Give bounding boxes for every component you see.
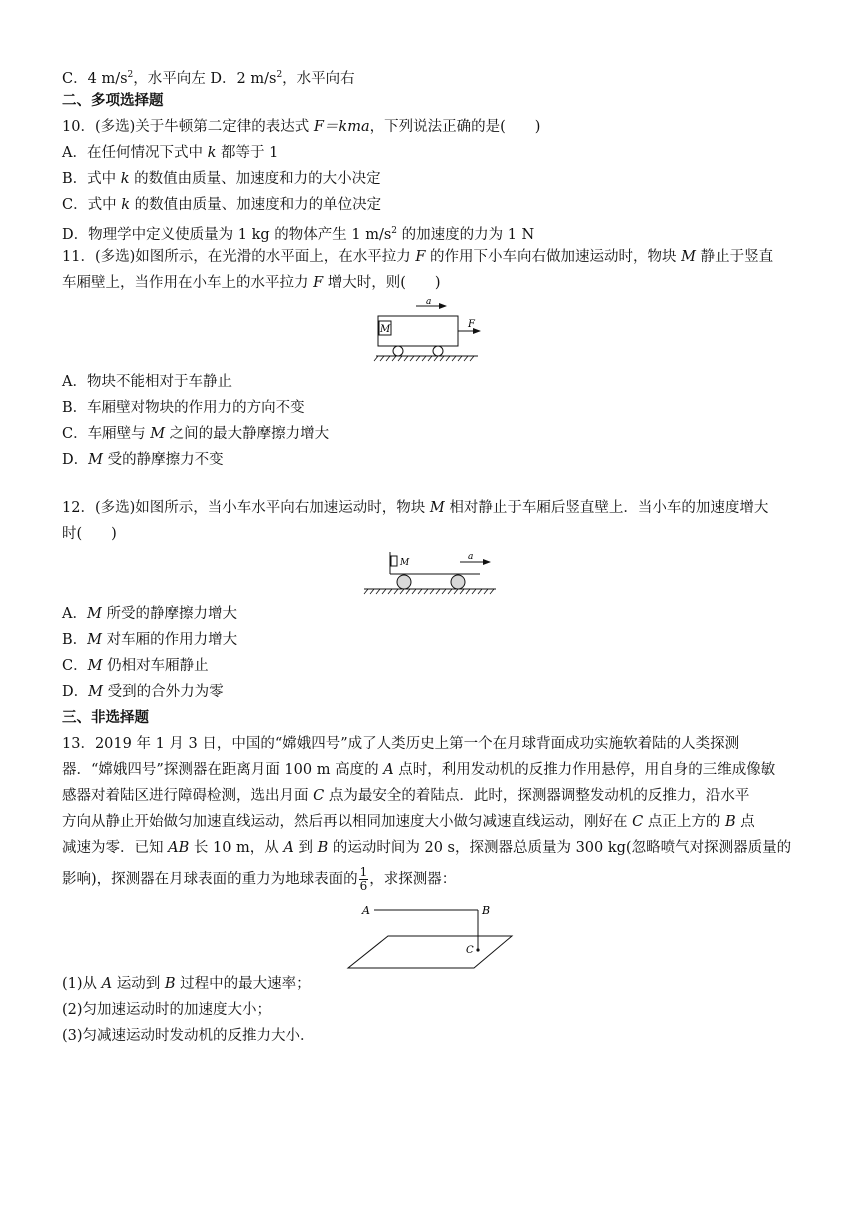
- stem-text: 相对静止于车厢后竖直壁上．当小车的加速度增大: [444, 500, 769, 516]
- q12-option-a: [62, 604, 802, 624]
- stem-text: 10．(多选)关于牛顿第二定律的表达式: [62, 119, 314, 135]
- option-text: B．: [62, 632, 88, 648]
- variable: A: [283, 840, 294, 856]
- q12-option-b: [62, 630, 802, 650]
- q10-option-c: [62, 195, 802, 215]
- fraction-numerator: 1: [359, 865, 368, 879]
- wheel: [393, 346, 403, 356]
- q13-part-2: [62, 1000, 802, 1020]
- label-c: C: [466, 945, 474, 956]
- variable: AB: [168, 840, 190, 856]
- fraction-denominator: 6: [359, 879, 368, 893]
- label-m: M: [400, 558, 410, 568]
- q12-option-c: [62, 656, 802, 676]
- option-text: B．车厢壁对物块的作用力的方向不变: [62, 400, 305, 416]
- part-text: (2)匀加速运动时的加速度大小；: [62, 1002, 272, 1018]
- variable: A: [101, 976, 113, 992]
- option-text: A．在任何情况下式中: [62, 145, 208, 161]
- superscript: 2: [276, 70, 283, 80]
- stem-text: ，求探测器：: [369, 871, 457, 888]
- q11-option-b: [62, 398, 802, 418]
- label-a: a: [426, 297, 432, 307]
- stem-text: 时( ): [62, 526, 117, 542]
- stem-text: 12．(多选)如图所示，当小车水平向右加速运动时，物块: [62, 500, 430, 516]
- option-text: 之间的最大静摩擦力增大: [165, 426, 330, 442]
- option-text: 受到的合外力为零: [103, 684, 224, 700]
- option-text: A．: [62, 606, 87, 622]
- superscript: 2: [391, 226, 397, 236]
- part-text: 运动到: [112, 976, 165, 992]
- option-text: ，水平向左: [133, 70, 206, 87]
- option-text: C．: [62, 658, 88, 674]
- q13-stem-line1: [62, 734, 802, 754]
- variable: C: [632, 814, 644, 830]
- label-m: M: [380, 324, 391, 335]
- label-a: A: [362, 904, 370, 917]
- variable: k: [120, 171, 130, 187]
- moon-surface-plane: [348, 936, 512, 968]
- q13-stem-line4: [62, 812, 802, 832]
- option-value: 4 m/s: [87, 70, 128, 87]
- q13-part-1: [62, 974, 802, 994]
- variable: B: [724, 814, 736, 830]
- q11-cart-figure: [370, 296, 500, 368]
- option-text: 的数值由质量、加速度和力的大小决定: [129, 171, 381, 187]
- variable: B: [164, 976, 176, 992]
- stem-text: 影响)，探测器在月球表面的重力为地球表面的: [62, 871, 358, 888]
- stem-text: ，下列说法正确的是( ): [369, 119, 541, 135]
- q13-stem-line2: [62, 760, 802, 780]
- q13-stem-line5: [62, 838, 802, 858]
- option-value: 2 m/s: [236, 70, 277, 87]
- option-text: C．式中: [62, 197, 122, 213]
- stem-text: 增大时，则( ): [323, 275, 441, 291]
- stem-text: 的作用下小车向右做加速运动时，物块: [425, 249, 682, 265]
- q11-option-c: [62, 424, 802, 444]
- superscript: 2: [127, 70, 134, 80]
- stem-text: 到: [293, 840, 318, 856]
- q10-option-d: [62, 221, 802, 245]
- variable: F: [313, 275, 324, 291]
- q13-stem-line6: [62, 866, 802, 893]
- q10-option-b: [62, 169, 802, 189]
- point-c: [476, 948, 479, 951]
- option-text: 的数值由质量、加速度和力的单位决定: [130, 197, 382, 213]
- stem-text: 器．“嫦娥四号”探测器在距离月面 100 m 高度的: [62, 762, 384, 778]
- stem-text: 长 10 m，从: [189, 840, 284, 856]
- wheel: [397, 575, 411, 589]
- option-text: 对车厢的作用力增大: [102, 632, 238, 648]
- ground-hatch: [374, 356, 474, 361]
- stem-text: 点时，利用发动机的反推力作用悬停，用自身的三维成像敏: [393, 762, 776, 778]
- variable: M: [87, 658, 103, 674]
- option-text: B．式中: [62, 171, 121, 187]
- label-b: B: [482, 904, 491, 917]
- section-2-heading: 二、多项选择题: [62, 92, 164, 109]
- variable: M: [88, 452, 103, 468]
- option-text: 受的静摩擦力不变: [103, 452, 224, 468]
- stem-text: 方向从静止开始做匀加速直线运动，然后再以相同加速度大小做匀减速直线运动，刚好在: [62, 814, 633, 830]
- q13-stem-line3: [62, 786, 802, 806]
- option-text: 的加速度的力为 1 N: [397, 226, 535, 243]
- q13-part-3: [62, 1026, 802, 1046]
- block-m: [391, 556, 397, 566]
- stem-text: 车厢壁上，当作用在小车上的水平拉力: [62, 275, 314, 291]
- part-text: (1)从: [62, 976, 102, 992]
- q9-options-cd: [62, 65, 802, 89]
- ground-hatch: [364, 589, 494, 594]
- stem-text: 感器对着陆区进行障碍检测，选出月面: [62, 788, 314, 804]
- variable: C: [313, 788, 325, 804]
- fraction: [359, 866, 369, 893]
- option-text: D．: [62, 452, 89, 468]
- variable: B: [317, 840, 329, 856]
- option-label: D．: [210, 70, 237, 87]
- q12-cart-figure: [362, 548, 497, 604]
- wheel: [433, 346, 443, 356]
- stem-text: 13．2019 年 1 月 3 日，中国的“嫦娥四号”成了人类历史上第一个在月球背面成功实施软着陆的人类探测: [62, 736, 740, 752]
- q13-landing-figure: [342, 898, 522, 974]
- q12-option-d: [62, 682, 802, 702]
- variable: M: [150, 426, 166, 442]
- q10-stem: [62, 117, 802, 137]
- variable: k: [207, 145, 217, 161]
- variable: M: [87, 632, 103, 648]
- wheel: [451, 575, 465, 589]
- variable: M: [88, 684, 103, 700]
- q10-option-a: [62, 143, 802, 163]
- q12-stem-line2: [62, 524, 802, 544]
- stem-text: 的运动时间为 20 s，探测器总质量为 300 kg(忽略喷气对探测器质量的: [328, 840, 792, 856]
- q11-option-a: [62, 372, 802, 392]
- option-text: 所受的静摩擦力增大: [101, 606, 237, 622]
- variable: k: [121, 197, 131, 213]
- variable: M: [86, 606, 102, 622]
- q11-stem-line1: [62, 247, 802, 267]
- label-a: a: [468, 552, 474, 562]
- option-text: 都等于 1: [216, 145, 279, 161]
- option-text: C．车厢壁与: [62, 426, 151, 442]
- option-text: D．: [62, 684, 89, 700]
- formula: F＝kma: [313, 119, 370, 135]
- stem-text: 点: [735, 814, 755, 830]
- section-3-heading: 三、非选择题: [62, 709, 149, 726]
- variable: A: [383, 762, 394, 778]
- option-label: C．: [62, 70, 88, 87]
- stem-text: 静止于竖直: [696, 249, 774, 265]
- option-text: D．物理学中定义使质量为 1 kg 的物体产生 1 m/s: [62, 226, 392, 243]
- part-text: (3)匀减速运动时发动机的反推力大小．: [62, 1028, 315, 1044]
- stem-text: 11．(多选)如图所示，在光滑的水平面上，在水平拉力: [62, 249, 416, 265]
- stem-text: 点正上方的: [643, 814, 725, 830]
- q11-option-d: [62, 450, 802, 470]
- variable: M: [429, 500, 445, 516]
- option-text: A．物块不能相对于车静止: [62, 374, 232, 390]
- option-text: 仍相对车厢静止: [102, 658, 209, 674]
- stem-text: 点为最安全的着陆点．此时，探测器调整发动机的反推力，沿水平: [324, 788, 750, 804]
- variable: M: [681, 249, 697, 265]
- option-text: ，水平向右: [282, 70, 355, 87]
- stem-text: 减速为零．已知: [62, 840, 169, 856]
- q12-stem-line1: [62, 498, 802, 518]
- part-text: 过程中的最大速率；: [175, 976, 311, 992]
- variable: F: [415, 249, 426, 265]
- label-f: F: [468, 319, 475, 330]
- q11-stem-line2: [62, 273, 802, 293]
